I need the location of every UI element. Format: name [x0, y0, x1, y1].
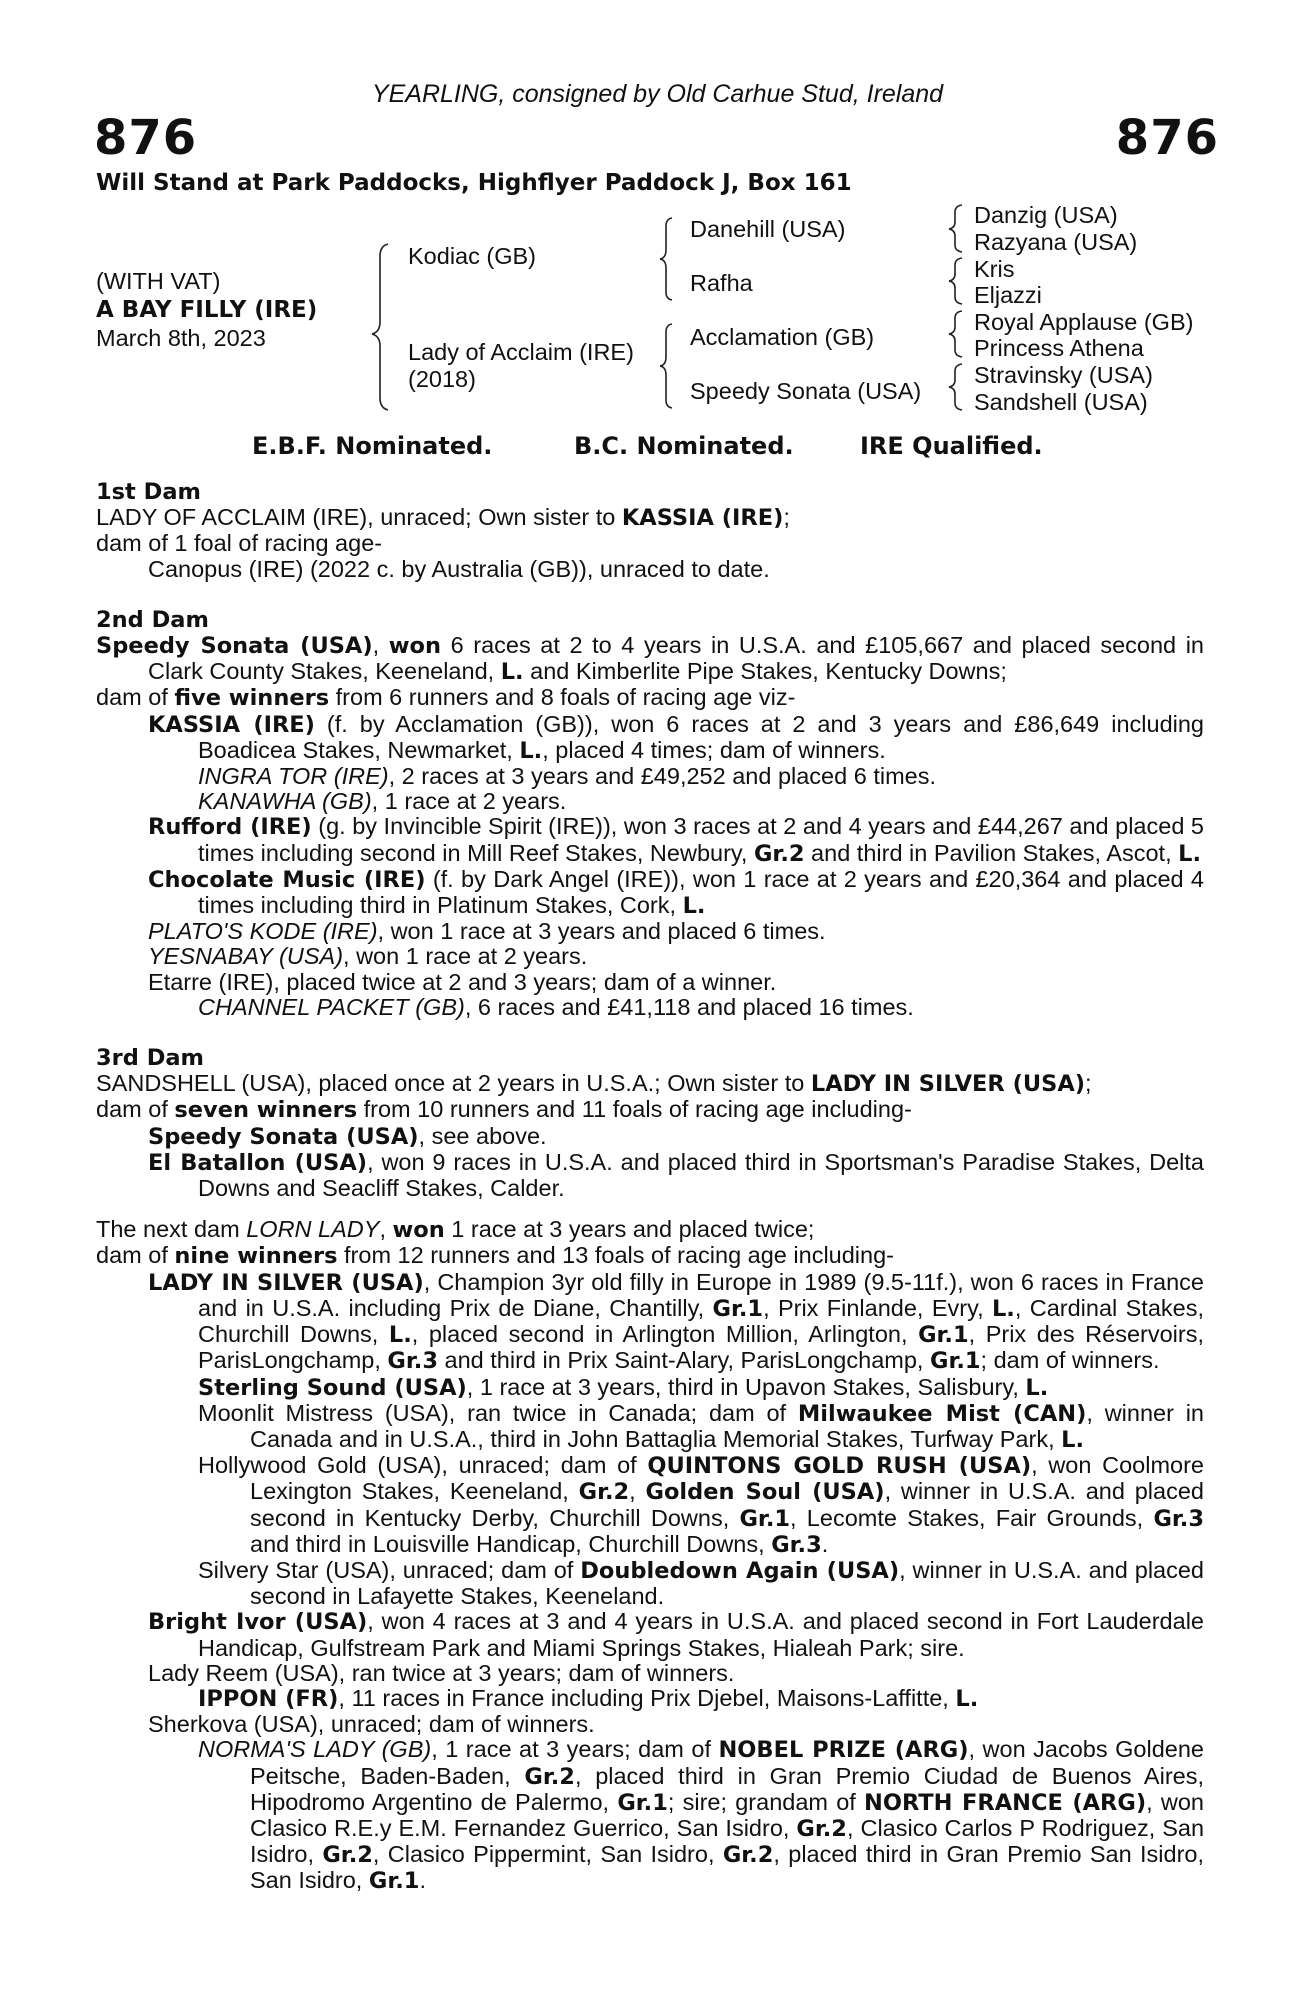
- bold-text: KASSIA (IRE): [148, 711, 315, 738]
- bold-text: L.: [500, 659, 524, 686]
- text: , 1 race at 2 years.: [371, 788, 567, 815]
- produce-etarre: Etarre (IRE), placed twice at 2 and 3 years; dam of a winner.: [148, 968, 777, 995]
- bold-text: won: [388, 633, 442, 660]
- text: .: [821, 1530, 829, 1557]
- bold-text: Gr.1: [368, 1868, 420, 1895]
- bold-text: Gr.3: [771, 1531, 822, 1558]
- text: ; dam of winners.: [980, 1347, 1160, 1374]
- text: , Prix des Réservoirs, ParisLongchamp,: [198, 1321, 1204, 1374]
- produce-channel-packet: [96, 995, 1204, 1020]
- italic-text: NORMA'S LADY (GB): [198, 1736, 432, 1763]
- consignment-line: YEARLING, consigned by Old Carhue Stud, Ireland: [371, 80, 944, 108]
- text: from 6 runners and 8 foals of racing age viz-: [329, 684, 796, 711]
- text: , Clasico Carlos P Rodriguez, San Isidro,: [250, 1814, 1205, 1868]
- text: ;: [783, 504, 790, 531]
- bold-text: Gr.1: [617, 1789, 668, 1816]
- text: , placed third in Gran Premio San Isidro, San Isidro,: [250, 1841, 1205, 1894]
- italic-text: YESNABAY (USA): [148, 943, 344, 970]
- bold-text: L.: [388, 1322, 412, 1349]
- bold-text: Gr.1: [929, 1348, 981, 1375]
- great-grandsire-5: Royal Applause (GB): [974, 309, 1194, 335]
- produce-speedy-sonata: [96, 1124, 1204, 1150]
- text: , won 4 races at 3 and 4 years in U.S.A. and placed second in Fort Lauderdale Handicap, Gulfstream Park and Miami Springs Stakes, Hialeah Park; sire.: [198, 1608, 1204, 1661]
- text: ;: [1085, 1070, 1092, 1097]
- bold-text: Gr.2: [753, 840, 805, 867]
- ebf-nominated: E.B.F. Nominated.: [252, 432, 493, 460]
- produce-lady-in-silver: [96, 1270, 1204, 1375]
- next-dam-record: [96, 1217, 1204, 1243]
- vat-note: (WITH VAT): [96, 268, 221, 294]
- produce-ingra-tor: [96, 764, 1204, 789]
- produce-normas-lady: [96, 1737, 1204, 1894]
- italic-text: LORN LADY: [246, 1216, 380, 1243]
- text: and third in Louisville Handicap, Churchill Downs,: [250, 1530, 772, 1557]
- bold-text: NOBEL PRIZE (ARG): [718, 1737, 969, 1764]
- text: , 6 races and £41,118 and placed 16 times.: [464, 993, 914, 1020]
- bold-text: QUINTONS GOLD RUSH (USA): [647, 1453, 1032, 1480]
- text: , winner in U.S.A. and placed second in Kentucky Derby, Churchill Downs,: [250, 1478, 1204, 1531]
- italic-text: CHANNEL PACKET (GB): [198, 993, 465, 1020]
- text: The next dam: [96, 1216, 247, 1243]
- great-grandsire-7: Stravinsky (USA): [974, 362, 1153, 388]
- bold-text: Gr.3: [387, 1348, 438, 1375]
- bold-text: Gr.1: [712, 1295, 764, 1322]
- third-dam-winners: [96, 1097, 1204, 1123]
- text: , placed 4 times; dam of winners.: [542, 736, 886, 763]
- great-grandsire-2: Razyana (USA): [974, 229, 1138, 255]
- bold-text: L.: [955, 1685, 979, 1712]
- bold-text: IPPON (FR): [198, 1685, 339, 1712]
- text: , won 1 race at 2 years.: [343, 943, 588, 970]
- bold-text: LADY IN SILVER (USA): [810, 1071, 1086, 1098]
- second-dam-record: [96, 633, 1204, 685]
- dam-sire: Acclamation (GB): [690, 324, 875, 350]
- produce-lady-reem: Lady Reem (USA), ran twice at 3 years; dam of winners.: [148, 1659, 735, 1686]
- text: dam of: [96, 684, 175, 711]
- bold-text: nine winners: [174, 1243, 338, 1270]
- text: dam of: [96, 1242, 175, 1269]
- text: , 2 races at 3 years and £49,252 and placed 6 times.: [388, 763, 936, 790]
- third-dam-heading: 3rd Dam: [96, 1045, 204, 1072]
- text: , Lecomte Stakes, Fair Grounds,: [790, 1504, 1154, 1531]
- spacer: [96, 582, 1204, 608]
- text: , Clasico Pippermint, San Isidro,: [372, 1841, 723, 1868]
- bold-text: Gr.2: [578, 1479, 630, 1506]
- bold-text: Chocolate Music (IRE): [148, 866, 426, 893]
- produce-sterling-sound: [96, 1375, 1204, 1401]
- text: , 1 race at 3 years, third in Upavon Stakes, Salisbury,: [466, 1373, 1026, 1400]
- bold-text: L.: [1025, 1374, 1049, 1401]
- text: , placed second in Arlington Million, Arlington,: [411, 1321, 919, 1348]
- text: ,: [379, 1216, 393, 1243]
- second-dam-winners: [96, 685, 1204, 711]
- bc-nominated: B.C. Nominated.: [574, 432, 794, 460]
- text: and third in Prix Saint-Alary, ParisLongchamp,: [437, 1347, 930, 1374]
- text: (f. by Acclamation (GB)), won 6 races at 2 and 3 years and £86,649 including Boadicea Stakes, Newmarket,: [198, 710, 1204, 763]
- produce-hollywood-gold: [96, 1453, 1204, 1558]
- text: Silvery Star (USA), unraced; dam of: [198, 1556, 581, 1583]
- bold-text: El Batallon (USA): [148, 1149, 368, 1176]
- text: and third in Pavilion Stakes, Ascot,: [804, 839, 1179, 866]
- text: , won Jacobs Goldene Peitsche, Baden-Baden,: [250, 1736, 1204, 1789]
- bold-text: Gr.1: [918, 1322, 969, 1349]
- text: , Prix Finlande, Evry,: [763, 1294, 992, 1321]
- bold-text: Speedy Sonata (USA): [96, 633, 373, 660]
- dam-dam: Speedy Sonata (USA): [690, 378, 922, 404]
- text: .: [419, 1867, 426, 1894]
- text: , Cardinal Stakes, Churchill Downs,: [198, 1294, 1204, 1348]
- produce-kassia: [96, 712, 1204, 764]
- bold-text: won: [392, 1217, 445, 1244]
- first-dam-foals: dam of 1 foal of racing age-: [96, 530, 383, 557]
- produce-kanawha: [96, 789, 1204, 814]
- lot-number-left: 876: [94, 110, 198, 166]
- bold-text: Gr.2: [796, 1815, 847, 1842]
- text: , 11 races in France including Prix Djebel, Maisons-Laffitte,: [338, 1684, 956, 1711]
- text: and Kimberlite Pipe Stakes, Kentucky Downs;: [523, 658, 1007, 685]
- text: , 1 race at 3 years; dam of: [431, 1736, 719, 1763]
- text: (f. by Dark Angel (IRE)), won 1 race at 2 years and £20,364 and placed 4 times including third in Platinum Stakes, Cork,: [198, 865, 1204, 919]
- bold-text: five winners: [174, 685, 330, 712]
- produce-platos-kode: [96, 919, 1204, 944]
- great-grandsire-3: Kris: [974, 256, 1015, 282]
- text: , won Clasico R.E.y E.M. Fernandez Guerrico, San Isidro,: [250, 1788, 1205, 1841]
- bold-text: KASSIA (IRE): [621, 505, 784, 532]
- spacer: [96, 1020, 1204, 1046]
- text: , won Coolmore Lexington Stakes, Keeneland,: [250, 1452, 1204, 1505]
- bold-text: L.: [1061, 1426, 1085, 1453]
- ire-qualified: IRE Qualified.: [860, 432, 1043, 460]
- bold-text: Sterling Sound (USA): [198, 1374, 467, 1401]
- sire-dam: Rafha: [690, 270, 753, 296]
- stand-location: Will Stand at Park Paddocks, Highflyer Paddock J, Box 161: [96, 170, 852, 196]
- text: 1 race at 3 years and placed twice;: [444, 1216, 815, 1243]
- first-dam-produce: Canopus (IRE) (2022 c. by Australia (GB)), unraced to date.: [148, 555, 770, 582]
- italic-text: KANAWHA (GB): [198, 788, 372, 815]
- sire: Kodiac (GB): [408, 243, 536, 269]
- text: ,: [372, 632, 389, 659]
- bold-text: L.: [682, 893, 706, 920]
- text: , winner in U.S.A. and placed second in Lafayette Stakes, Keeneland.: [250, 1556, 1204, 1610]
- great-grandsire-6: Princess Athena: [974, 335, 1144, 361]
- bold-text: Gr.2: [322, 1842, 373, 1869]
- text: Hollywood Gold (USA), unraced; dam of: [198, 1452, 648, 1479]
- bold-text: Gr.2: [722, 1842, 774, 1869]
- great-grandsire-8: Sandshell (USA): [974, 389, 1148, 415]
- bold-text: Bright Ivor (USA): [148, 1609, 368, 1636]
- produce-el-batallon: [96, 1150, 1204, 1201]
- text: , placed third in Gran Premio Ciudad de Buenos Aires, Hipodromo Argentino de Palermo,: [250, 1762, 1204, 1815]
- spacer: [96, 1201, 1204, 1217]
- bold-text: L.: [1178, 840, 1202, 867]
- bold-text: Doubledown Again (USA): [580, 1557, 900, 1584]
- bold-text: Gr.1: [739, 1505, 791, 1532]
- text: , won 1 race at 3 years and placed 6 times.: [377, 918, 826, 945]
- bold-text: Speedy Sonata (USA): [148, 1123, 419, 1150]
- text: SANDSHELL (USA), placed once at 2 years in U.S.A.; Own sister to: [96, 1070, 811, 1097]
- produce-yesnabay: [96, 944, 1204, 969]
- great-grandsire-4: Eljazzi: [974, 282, 1042, 308]
- bold-text: Milwaukee Mist (CAN): [797, 1400, 1087, 1427]
- horse-name: A BAY FILLY (IRE): [96, 297, 318, 323]
- bold-text: Gr.2: [524, 1763, 575, 1790]
- bold-text: L.: [519, 737, 543, 764]
- text: ,: [629, 1478, 646, 1505]
- text: LADY OF ACCLAIM (IRE), unraced; Own sister to: [96, 504, 622, 531]
- produce-ippon: [96, 1686, 1204, 1712]
- next-dam-winners: [96, 1243, 1204, 1269]
- bold-text: NORTH FRANCE (ARG): [864, 1789, 1147, 1816]
- lot-number-right: 876: [1115, 110, 1219, 166]
- produce-chocolate-music: [96, 867, 1204, 919]
- text: , see above.: [418, 1122, 547, 1149]
- text: , Champion 3yr old filly in Europe in 1989 (9.5-11f.), won 6 races in France and in U.S.A. including Prix de Diane, Chantilly,: [198, 1268, 1204, 1321]
- text: from 10 runners and 11 foals of racing age including-: [357, 1096, 912, 1123]
- foaling-date: March 8th, 2023: [96, 325, 266, 351]
- bold-text: L.: [991, 1295, 1015, 1322]
- text: Moonlit Mistress (USA), ran twice in Canada; dam of: [198, 1399, 798, 1426]
- dam: Lady of Acclaim (IRE): [408, 339, 634, 365]
- first-dam-heading: 1st Dam: [96, 479, 201, 505]
- produce-record: [96, 480, 1204, 1895]
- produce-silvery-star: [96, 1558, 1204, 1609]
- dam-year: (2018): [408, 366, 476, 392]
- italic-text: PLATO'S KODE (IRE): [148, 918, 378, 945]
- sire-sire: Danehill (USA): [690, 216, 846, 242]
- bold-text: Gr.3: [1153, 1505, 1204, 1532]
- produce-bright-ivor: [96, 1609, 1204, 1660]
- italic-text: INGRA TOR (IRE): [198, 763, 389, 790]
- text: , winner in Canada and in U.S.A., third in John Battaglia Memorial Stakes, Turfway Park,: [250, 1399, 1205, 1452]
- bold-text: LADY IN SILVER (USA): [148, 1269, 424, 1296]
- bold-text: Rufford (IRE): [148, 814, 312, 841]
- text: 6 races at 2 to 4 years in U.S.A. and £105,667 and placed second in Clark County Stakes, Keeneland,: [148, 632, 1204, 685]
- text: (g. by Invincible Spirit (IRE)), won 3 races at 2 and 4 years and £44,267 and placed 5 times including second in Mill Reef Stakes, Newbury,: [198, 813, 1204, 866]
- text: ; sire; grandam of: [667, 1788, 865, 1815]
- bold-text: seven winners: [174, 1097, 358, 1124]
- second-dam-heading: 2nd Dam: [96, 606, 209, 633]
- produce-moonlit-mistress: [96, 1401, 1204, 1453]
- produce-sherkova: Sherkova (USA), unraced; dam of winners.: [148, 1711, 595, 1738]
- great-grandsire-1: Danzig (USA): [974, 202, 1118, 228]
- text: , won 9 races in U.S.A. and placed third in Sportsman's Paradise Stakes, Delta Downs and Seacliff Stakes, Calder.: [198, 1148, 1204, 1202]
- text: from 12 runners and 13 foals of racing age including-: [337, 1242, 894, 1269]
- produce-rufford: [96, 814, 1204, 866]
- first-dam-line: [96, 505, 1204, 531]
- bold-text: Golden Soul (USA): [645, 1479, 885, 1506]
- third-dam-record: [96, 1071, 1204, 1097]
- text: dam of: [96, 1096, 175, 1123]
